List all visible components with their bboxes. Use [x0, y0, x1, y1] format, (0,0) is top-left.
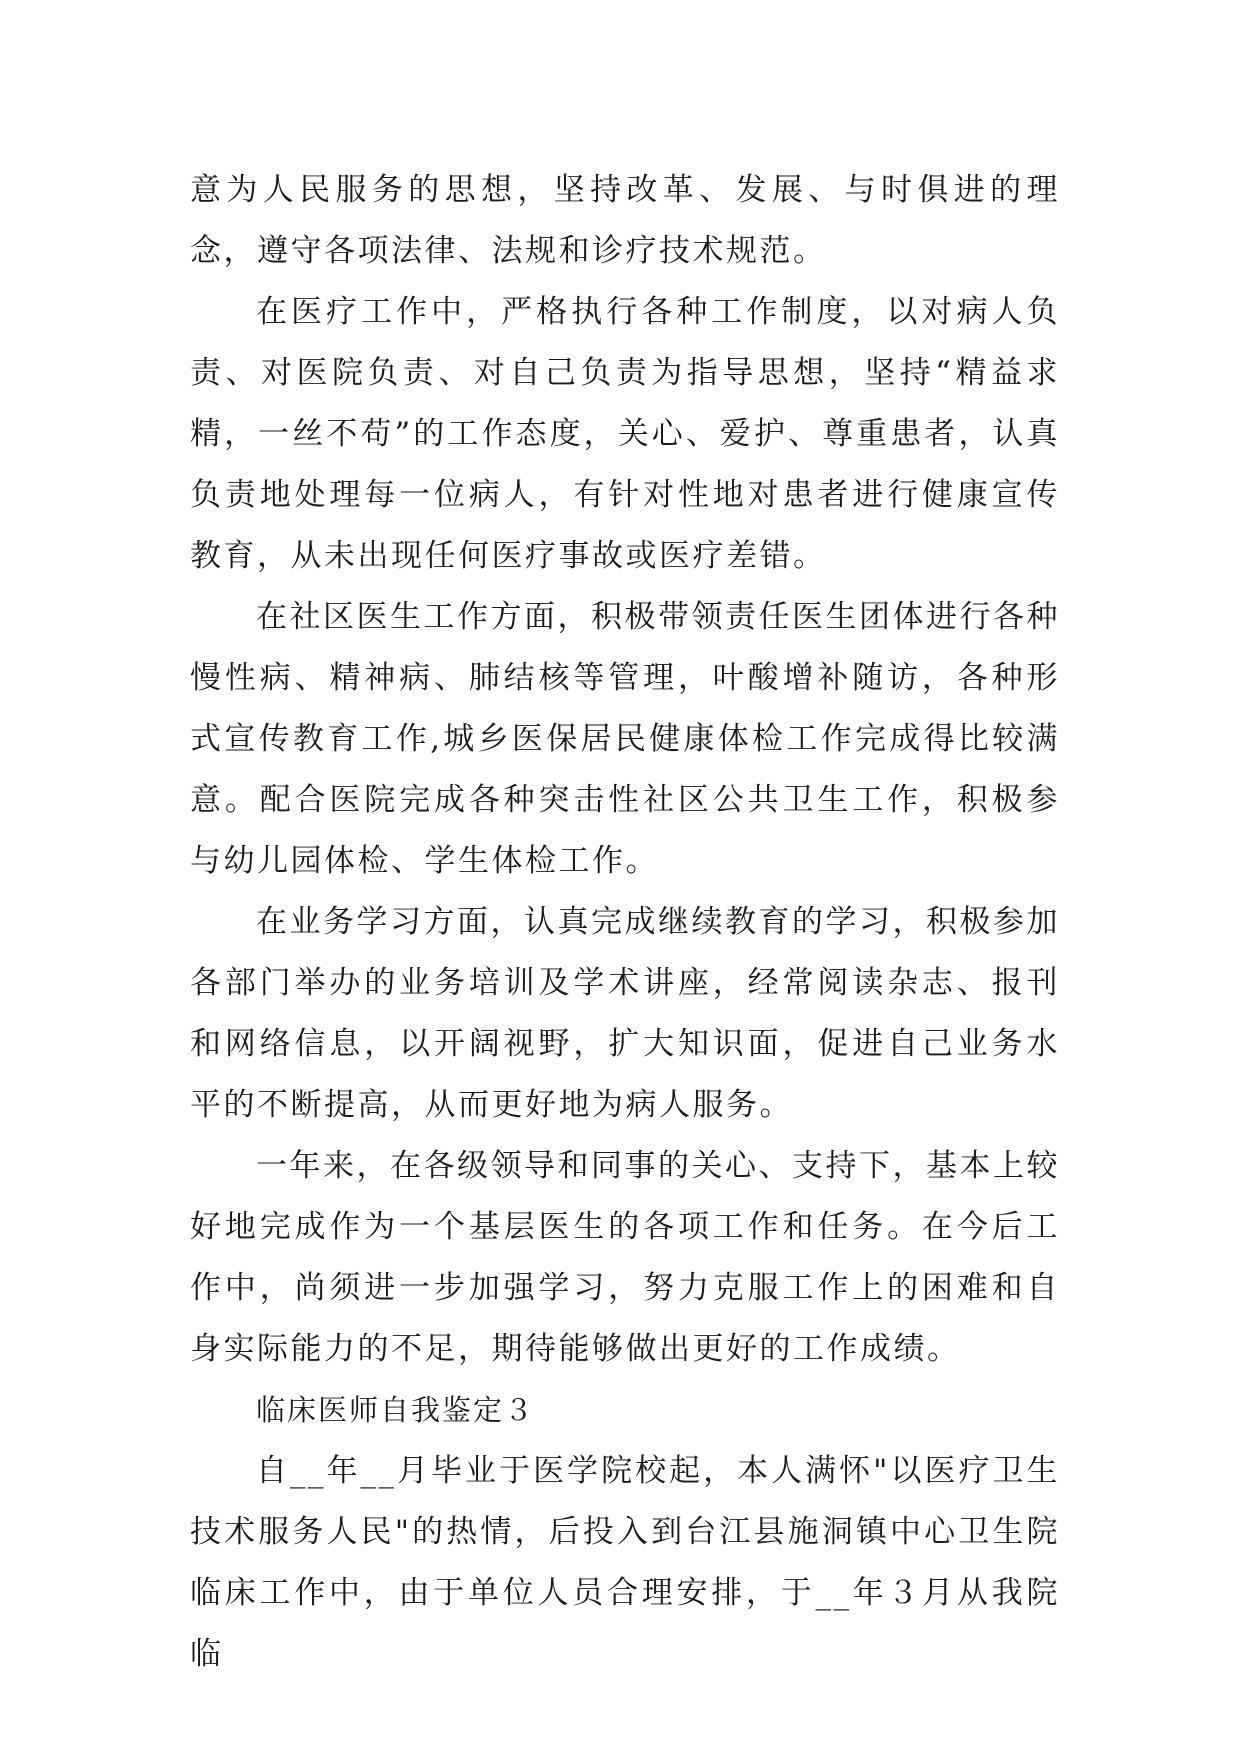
section-heading: 临床医师自我鉴定３ — [256, 1393, 536, 1427]
paragraph-section-start: 自__年__月毕业于医学院校起，本人满怀"以医疗卫生技术服务人民"的热情，后投入到台江县施洞镇中心卫生院临床工作中，由于单位人员合理安排，于__年３月从我院临 — [190, 1453, 1060, 1672]
paragraph-summary: 一年来，在各级领导和同事的关心、支持下，基本上较好地完成作为一个基层医生的各项工作和任务。在今后工作中，尚须进一步加强学习，努力克服工作上的困难和自身实际能力的不足，期待能够做出更好的工作成绩。 — [190, 1148, 1060, 1367]
paragraph-medical-work: 在医疗工作中，严格执行各种工作制度，以对病人负责、对医院负责、对自己负责为指导思想，坚持“精益求精，一丝不苟”的工作态度，关心、爱护、尊重患者，认真负责地处理每一位病人，有针对性地对患者进行健康宣传教育，从未出现任何医疗事故或医疗差错。 — [190, 294, 1060, 574]
document-body — [190, 160, 1060, 1685]
paragraph-study: 在业务学习方面，认真完成继续教育的学习，积极参加各部门举办的业务培训及学术讲座，经常阅读杂志、报刊和网络信息，以开阔视野，扩大知识面，促进自己业务水平的不断提高，从而更好地为病人服务。 — [190, 904, 1060, 1123]
paragraph-community-work: 在社区医生工作方面，积极带领责任医生团体进行各种慢性病、精神病、肺结核等管理，叶酸增补随访，各种形式宣传教育工作,城乡医保居民健康体检工作完成得比较满意。配合医院完成各种突击性社区公共卫生工作，积极参与幼儿园体检、学生体检工作。 — [190, 599, 1060, 879]
paragraph-continuation: 意为人民服务的思想，坚持改革、发展、与时俱进的理念，遵守各项法律、法规和诊疗技术规范。 — [190, 172, 1060, 269]
